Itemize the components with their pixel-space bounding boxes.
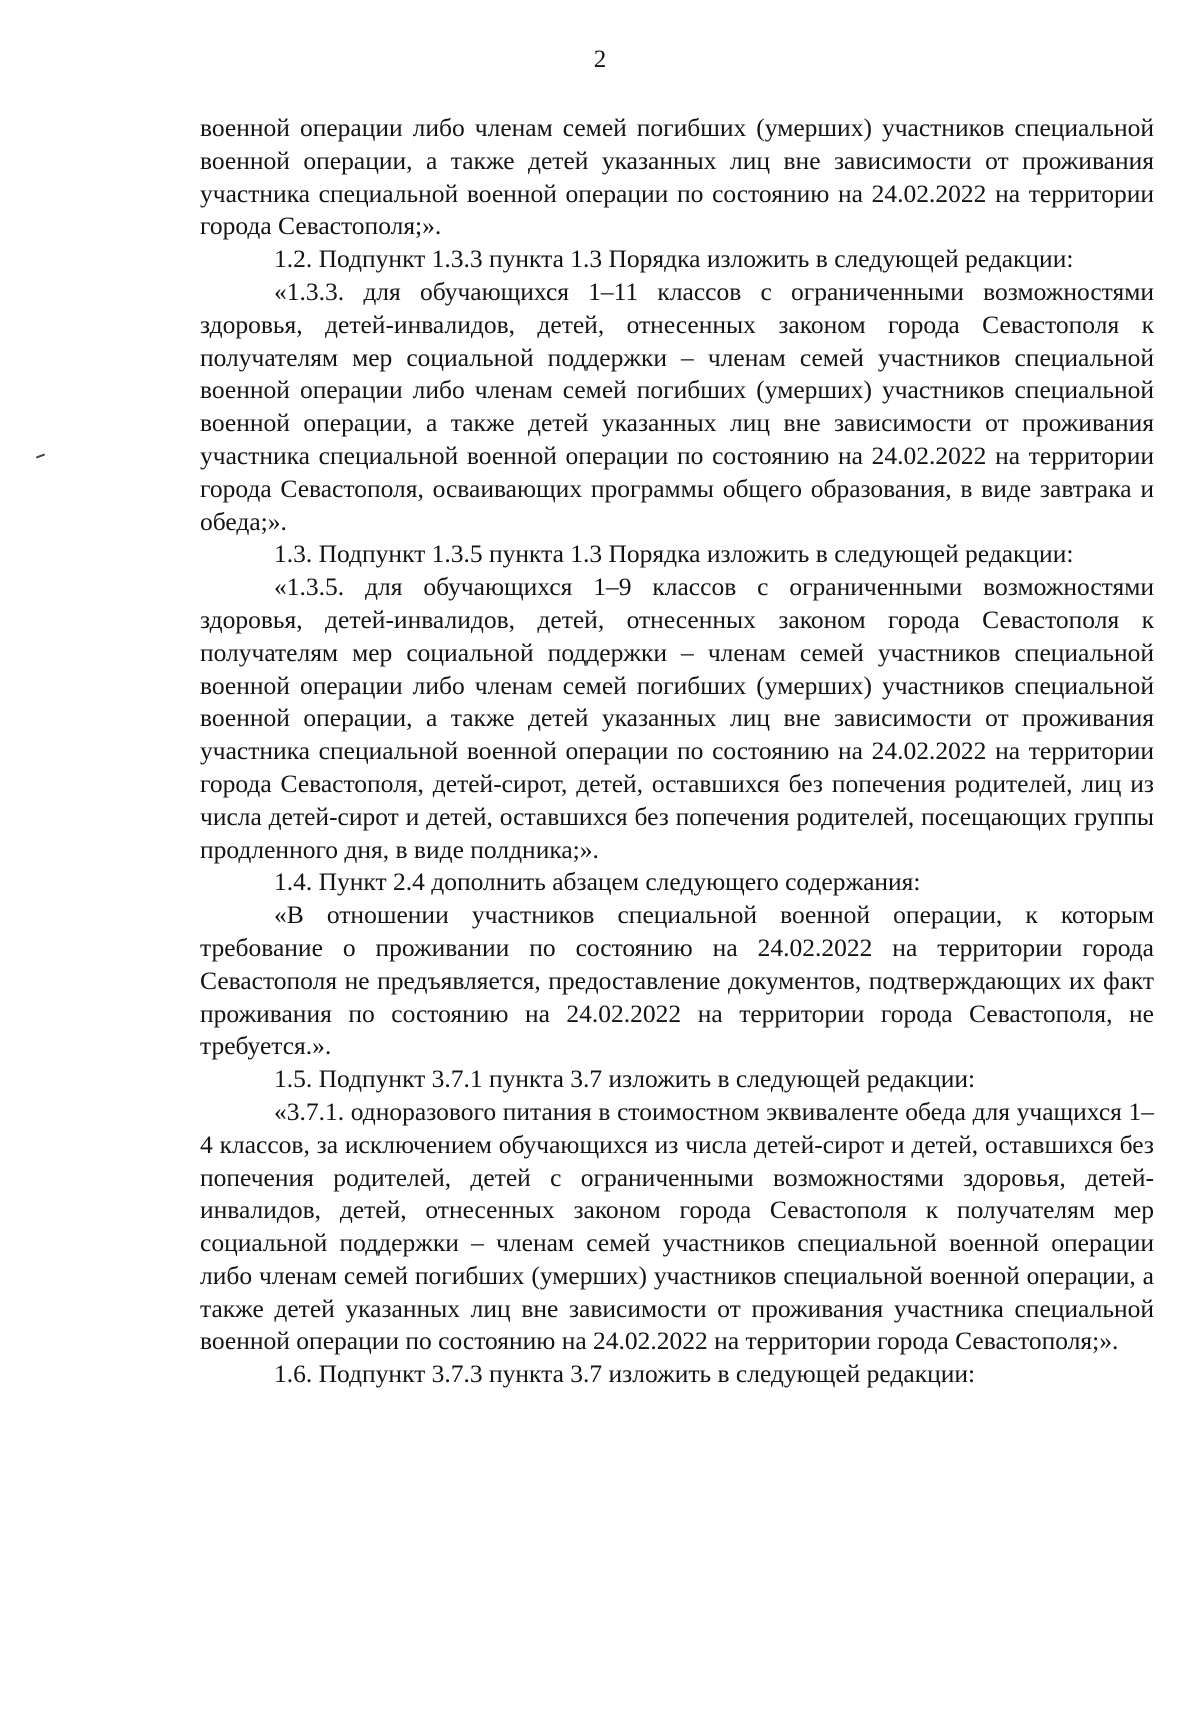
paragraph-item-1-5: 1.5. Подпункт 3.7.1 пункта 3.7 изложить в следующей редакции: — [274, 1064, 976, 1094]
paragraph-quote-1-3-3: «1.3.3. для обучающихся 1–11 классов с ограниченными возможностями здоровья, детей-инвалидов, детей, отнесенных законом города Севастополя к получателям мер социальной поддержки – членам семей участников специальной военной операции либо членам семей погибших (умерших) участников специальной военной операции, а также детей указанных лиц вне зависимости от проживания участника специальной военной операции по состоянию на 24.02.2022 на территории города Севастополя, осваивающих программы общего образования, в виде завтрака и обеда;». — [200, 276, 1154, 536]
paragraph-quote-1-3-5: «1.3.5. для обучающихся 1–9 классов с ограниченными возможностями здоровья, детей-инвалидов, детей, отнесенных законом города Севастополя к получателям мер социальной поддержки – членам семей участников специальной военной операции либо членам семей погибших (умерших) участников специальной военной операции, а также детей указанных лиц вне зависимости от проживания участника специальной военной операции по состоянию на 24.02.2022 на территории города Севастополя, детей-сирот, детей, оставшихся без попечения родителей, лиц из числа детей-сирот и детей, оставшихся без попечения родителей, посещающих группы продленного дня, в виде полдника;». — [200, 572, 1154, 864]
paragraph-item-1-2: 1.2. Подпункт 1.3.3 пункта 1.3 Порядка изложить в следующей редакции: — [274, 244, 1074, 274]
margin-mark — [36, 454, 45, 459]
paragraph-item-1-6: 1.6. Подпункт 3.7.3 пункта 3.7 изложить в следующей редакции: — [274, 1359, 976, 1389]
paragraph-quote-2-4: «В отношении участников специальной военной операции, к которым требование о проживании по состоянию на 24.02.2022 на территории города Севастополя не предъявляется, предоставление документов, подтверждающих их факт проживания по состоянию на 24.02.2022 на территории города Севастополя, не требуется.». — [200, 900, 1154, 1061]
paragraph-item-1-3: 1.3. Подпункт 1.3.5 пункта 1.3 Порядка изложить в следующей редакции: — [274, 539, 1074, 569]
page-number: 2 — [593, 46, 607, 73]
paragraph-continuation: военной операции либо членам семей погибших (умерших) участников специальной военной операции, а также детей указанных лиц вне зависимости от проживания участника специальной военной операции по состоянию на 24.02.2022 на территории города Севастополя;». — [200, 113, 1154, 241]
paragraph-quote-3-7-1: «3.7.1. одноразового питания в стоимостном эквиваленте обеда для учащихся 1–4 классов, за исключением обучающихся из числа детей-сирот и детей, оставшихся без попечения родителей, детей с ограниченными возможностями здоровья, детей-инвалидов, детей, отнесенных законом города Севастополя к получателям мер социальной поддержки – членам семей участников специальной военной операции либо членам семей погибших (умерших) участников специальной военной операции, а также детей указанных лиц вне зависимости от проживания участника специальной военной операции по состоянию на 24.02.2022 на территории города Севастополя;». — [200, 1096, 1154, 1356]
paragraph-item-1-4: 1.4. Пункт 2.4 дополнить абзацем следующего содержания: — [274, 867, 921, 897]
document-body — [200, 112, 1154, 1391]
